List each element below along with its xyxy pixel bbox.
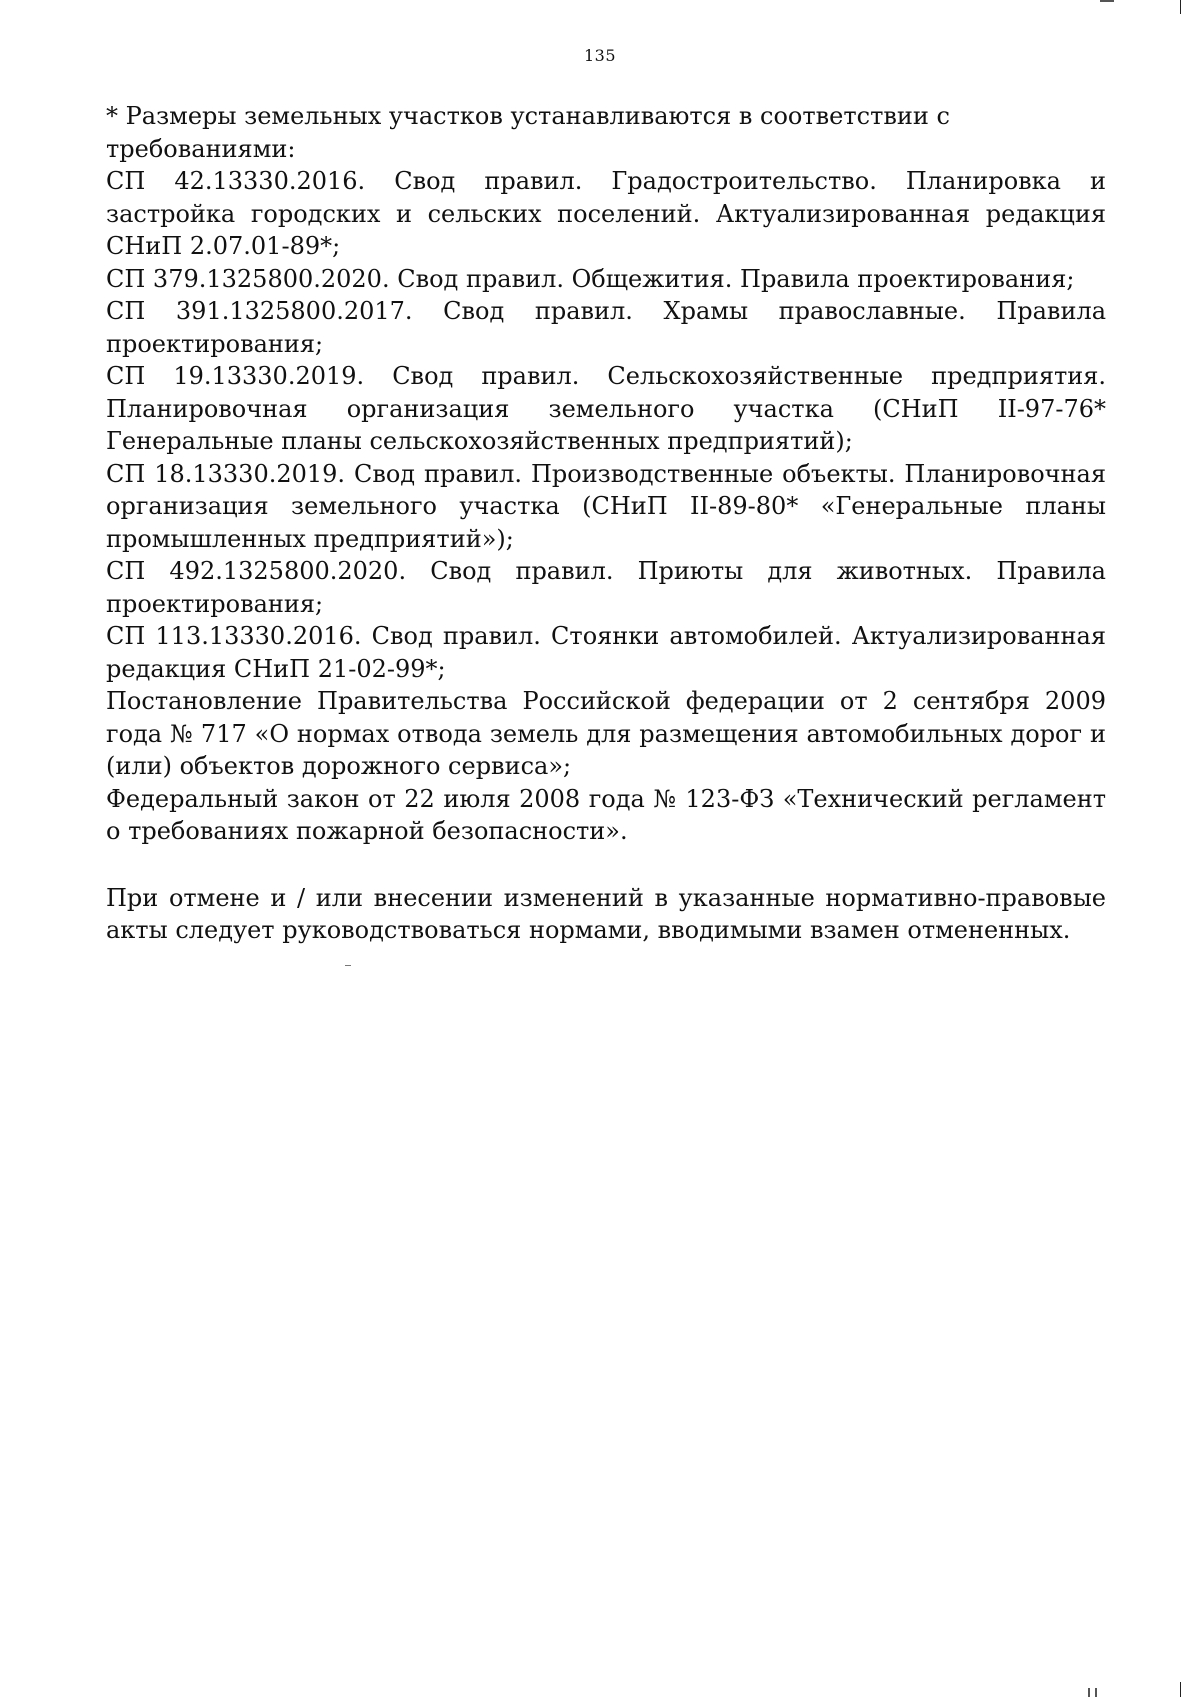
scan-edge-mark [1088,1688,1090,1697]
reference-item: Постановление Правительства Российской федерации от 2 сентября 2009 года № 717 «О нормах отвода земель для размещения автомобильных дорог и (или) объектов дорожного сервиса»; [106,687,1106,780]
scan-edge-mark [1180,0,1181,14]
reference-item: СП 18.13330.2019. Свод правил. Производственные объекты. Планировочная организация земельного участка (СНиП II-89-80* «Генеральные планы промышленных предприятий»); [106,459,1106,553]
reference-item: СП 391.1325800.2017. Свод правил. Храмы православные. Правила проектирования; [106,297,1106,358]
reference-item: СП 19.13330.2019. Свод правил. Сельскохозяйственные предприятия. Планировочная организация земельного участка (СНиП II-97-76* Генеральные планы сельскохозяйственных предприятий); [106,362,1106,455]
reference-item: СП 113.13330.2016. Свод правил. Стоянки автомобилей. Актуализированная редакция СНиП 21-02-99*; [106,622,1106,683]
reference-item: Федеральный закон от 22 июля 2008 года № 123-ФЗ «Технический регламент о требованиях пожарной безопасности». [106,784,1106,845]
reference-item: СП 42.13330.2016. Свод правил. Градостроительство. Планировка и застройка городских и сельских поселений. Актуализированная редакция СНиП 2.07.01-89*; [106,167,1106,260]
scan-speck [345,965,351,966]
reference-item: СП 492.1325800.2020. Свод правил. Приюты для животных. Правила проектирования; [106,557,1106,618]
reference-item: СП 379.1325800.2020. Свод правил. Общежития. Правила проектирования; [106,264,1075,293]
closing-paragraph: При отмене и / или внесении изменений в указанные нормативно-правовые акты следует руководствоваться нормами, вводимыми взамен отмененных. [106,883,1106,944]
document-body [106,100,1106,947]
intro-paragraph: * Размеры земельных участков устанавливаются в соответствии с требованиями: [106,102,950,163]
scan-edge-mark [1180,1682,1181,1697]
page-number: 135 [583,46,617,65]
scan-edge-mark [1095,1688,1097,1697]
reference-list [106,165,1106,848]
scan-edge-mark [1100,0,1114,2]
